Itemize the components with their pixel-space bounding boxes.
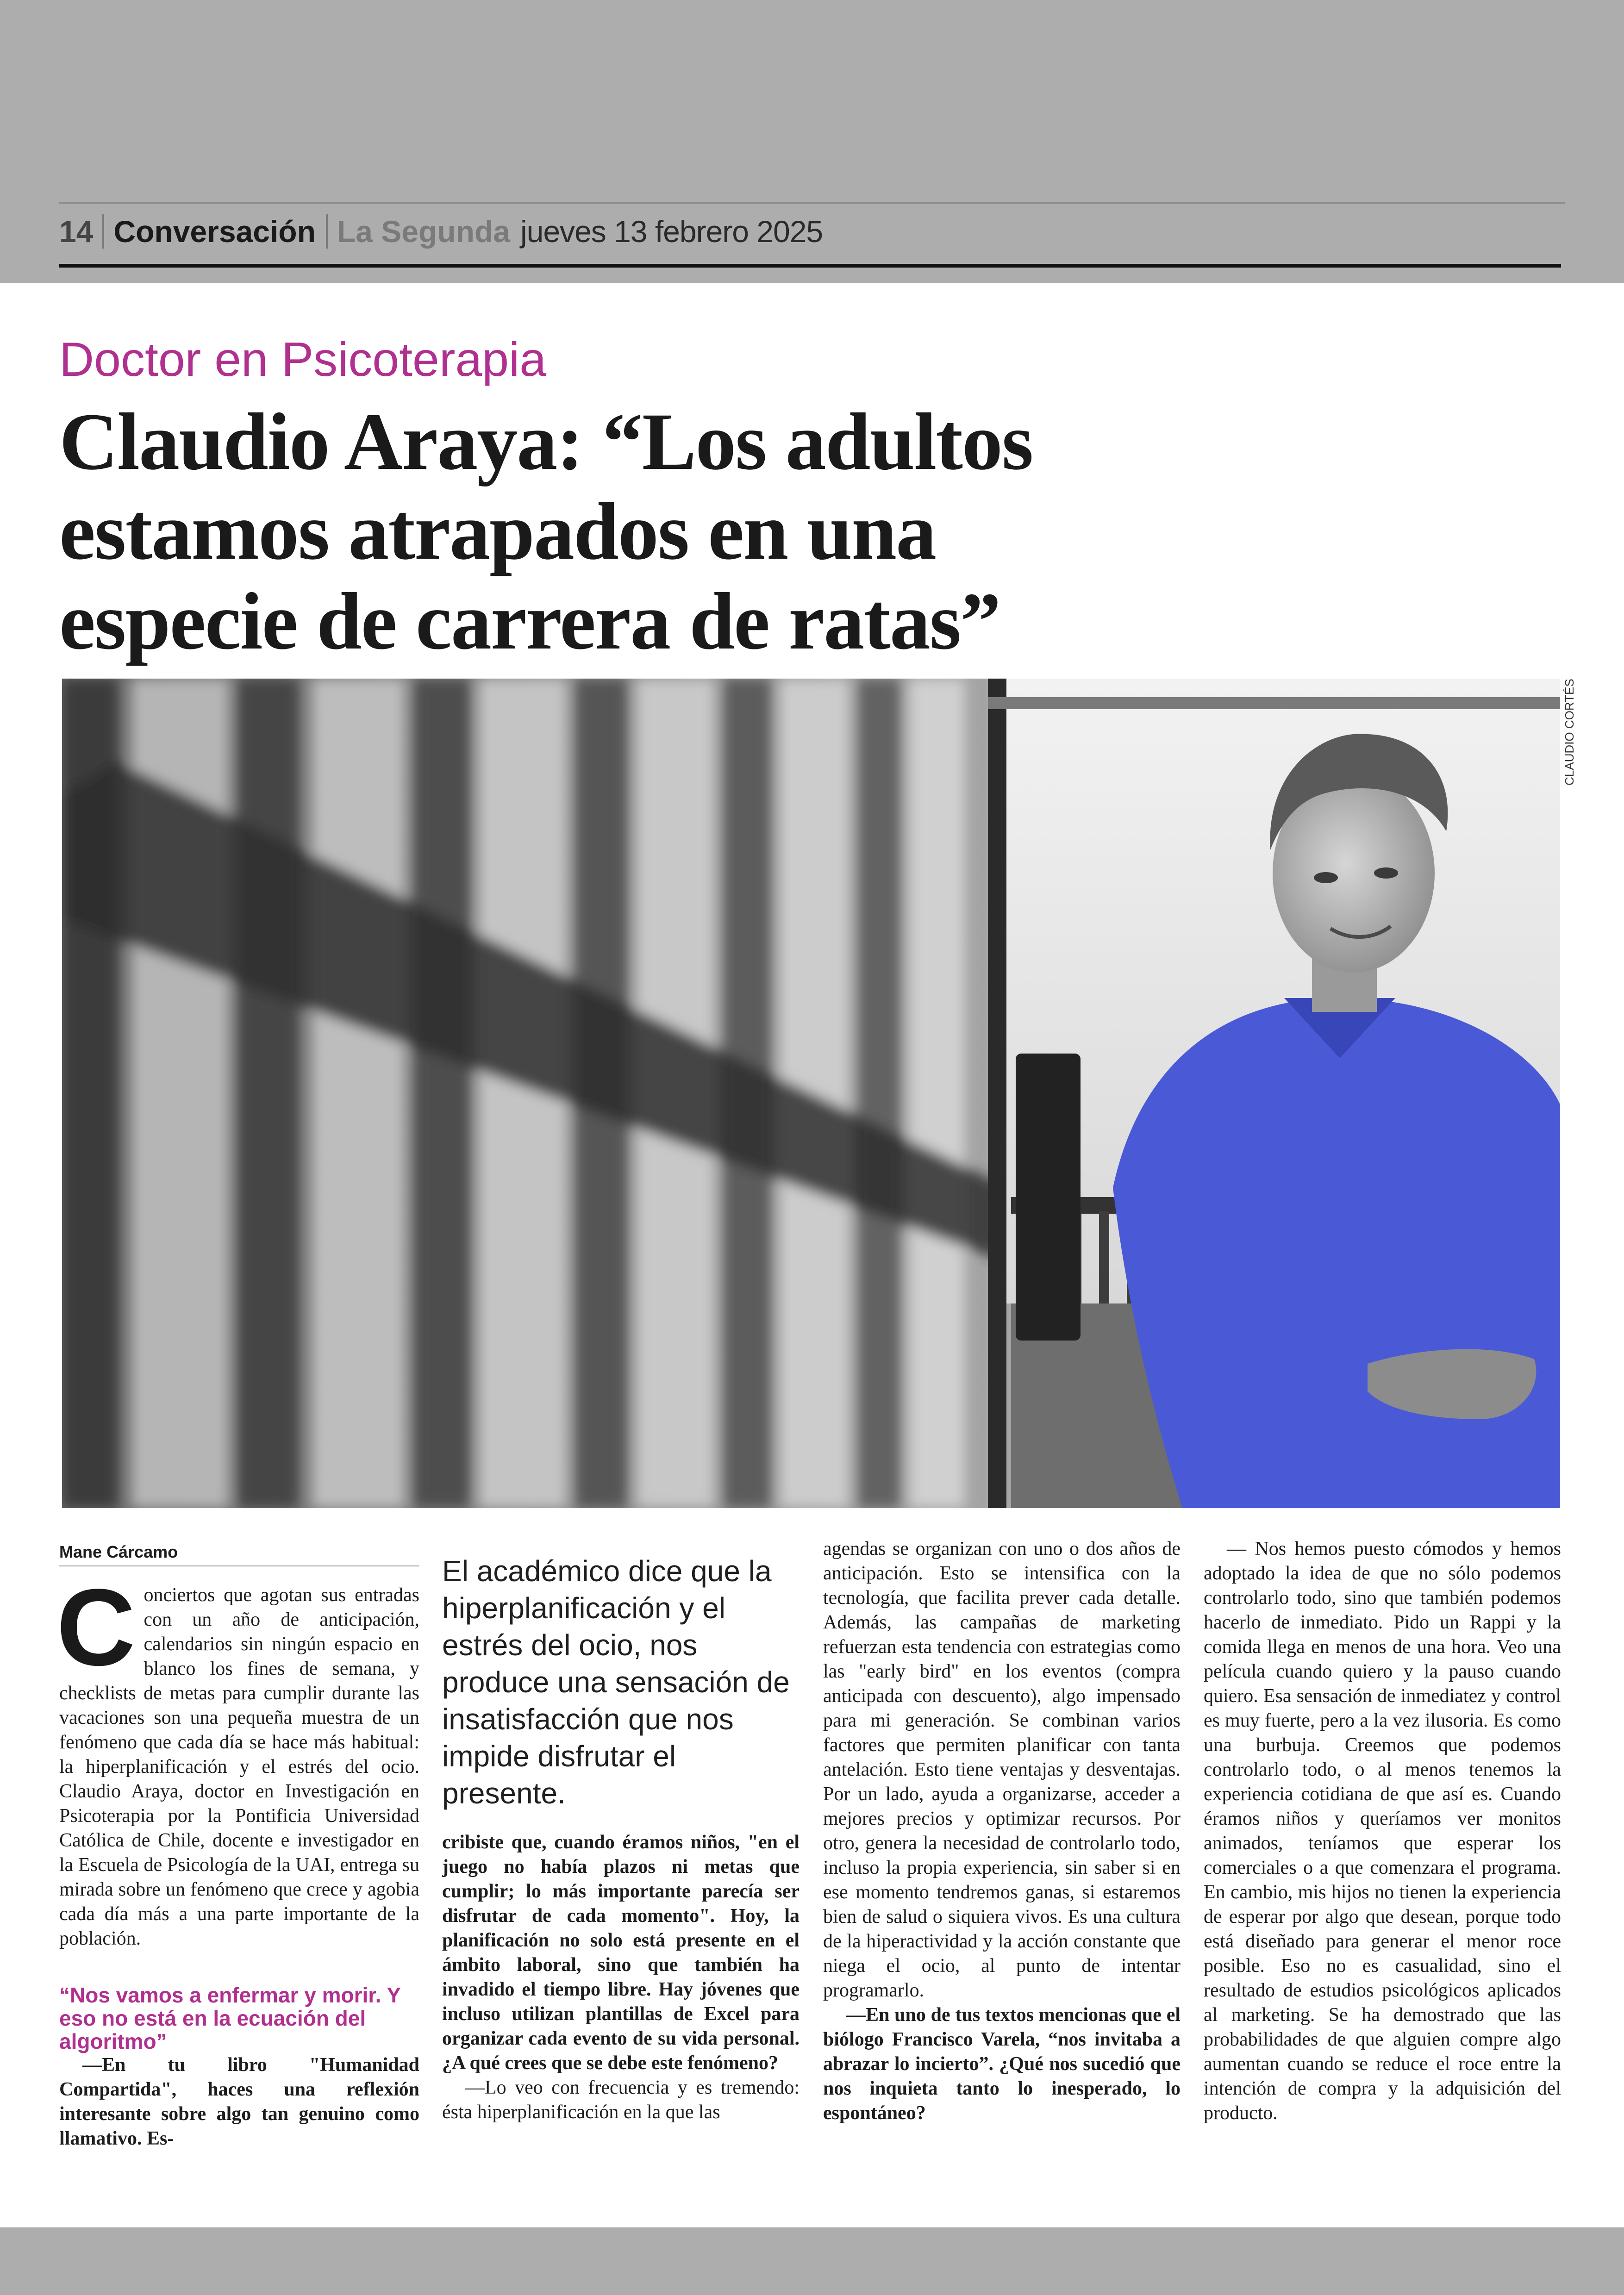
article-photo	[62, 679, 1560, 1508]
answer-1-start: —Lo veo con frecuencia y es tremendo: ésta hiperplanificación en la que las	[442, 2077, 800, 2123]
answer-2: — Nos hemos puesto cómodos y hemos adoptado la idea de que no sólo podemos controlarlo todo, sino que también podemos hacerlo de inmediato. Pido un Rappi y la comida llega en menos de una hora. Veo una película cuando quiero y la pauso cuando quiero. Esa sensación de inmediatez y control es muy fuerte, pero a la vez ilusoria. Es como una burbuja. Creemos que podemos controlarlo todo, o al menos tenemos la experiencia cotidiana de que así es. Cuando éramos niños y queríamos ver monitos animados, teníamos que esperar los comerciales o a que comenzara el programa. En cambio, mis hijos no tienen la experiencia de esperar por algo que desean, porque todo está diseñado para generar el menor roce posible. Eso no es casualidad, sino el resultado de estudios psicológicos aplicados al marketing. Se ha demostrado que las probabilidades de que alguien compre algo aumentan cuando se reduce el roce entre la intención de compra y la adquisición del producto.	[1204, 1538, 1561, 2124]
answer-1-continued: agendas se organizan con uno o dos años de anticipación. Esto se intensifica con la tecnología, que facilita prever cada detalle. Además, las campañas de marketing refuerzan esta tendencia con estrategias como las "early bird" en los eventos (compra anticipada con descuento), algo impensado para mi generación. Se combinan varios factores que permiten planificar con tanta antelación. Esto tiene ventajas y desventajas. Por un lado, ayuda a organizarse, acceder a mejores precios y optimizar recursos. Por otro, genera la necesidad de controlarlo todo, incluso la propia experiencia, sin saber si en ese momento tendremos ganas, si estaremos bien de salud o siquiera vivos. Es una cultura de la hiperactividad y la acción constante que niega el ocio, al punto de intentar programarlo.	[823, 1538, 1181, 2001]
pull-quote: El académico dice que la hiperplanificación y el estrés del ocio, nos produce una sensación de insatisfacción que nos impide disfrutar el presente.	[442, 1554, 790, 1810]
headline-line: especie de carrera de ratas”	[59, 576, 1000, 667]
text-column-2	[442, 1541, 800, 2125]
question-2: —En uno de tus textos mencionas que el biólogo Francisco Varela, “nos invitaba a abrazar lo incierto”. ¿Qué nos sucedió que nos inquieta tanto lo inesperado, lo espontáneo?	[823, 2004, 1181, 2124]
lead-text: onciertos que agotan sus entradas con un año de anticipación, calendarios sin ningún espacio en blanco los fines de semana, y checklists de metas para cumplir durante las vacaciones son una pequeña muestra de un fenómeno que cada día se hace más habitual: la hiperplanificación y el estrés del ocio. Claudio Araya, doctor en Investigación en Psicoterapia por la Pontificia Universidad Católica de Chile, docente e investigador en la Escuela de Psicología de la UAI, entrega su mirada sobre un fenómeno que crece y agobia cada día más a una parte importante de la población.	[59, 1584, 419, 1949]
headline-line: estamos atrapados en una	[59, 486, 936, 577]
article-headline	[59, 397, 1309, 667]
header-top-rule	[59, 202, 1565, 204]
question-1-end: cribiste que, cuando éramos niños, "en el juego no había plazos ni metas que cumplir; lo más importante parecía ser disfrutar de cada momento". Hoy, la planificación no solo está presente en el ámbito laboral, sino que también ha invadido el tiempo libre. Hay jóvenes que incluso utilizan plantillas de Excel para organizar cada evento de su vida personal. ¿A qué crees que se debe este fenómeno?	[442, 1832, 800, 2074]
page-header	[59, 211, 823, 252]
headline-line: Claudio Araya: “Los adultos	[59, 397, 1033, 487]
text-column-3	[823, 1537, 1181, 2126]
header-divider	[326, 214, 328, 249]
issue-date: jueves 13 febrero 2025	[520, 214, 823, 249]
text-column-1	[56, 1541, 419, 2151]
lead-paragraph	[56, 1566, 419, 1951]
article-kicker: Doctor en Psicoterapia	[59, 333, 547, 387]
byline: Mane Cárcamo	[59, 1541, 419, 1566]
drop-cap: C	[56, 1566, 136, 1689]
header-divider	[102, 214, 104, 249]
header-bottom-rule	[59, 264, 1561, 268]
text-column-4	[1204, 1537, 1561, 2126]
newspaper-name: La Segunda	[337, 214, 510, 249]
page-number: 14	[59, 214, 94, 249]
photo-credit: CLAUDIO CORTÉS	[1562, 679, 1576, 786]
bottom-gray-band	[0, 2227, 1624, 2295]
section-subhead: “Nos vamos a enfermar y morir. Y eso no está en la ecuación del algoritmo”	[59, 1983, 401, 2053]
section-name: Conversación	[113, 214, 316, 249]
question-1-start: —En tu libro "Humanidad Compartida", haces una reflexión interesante sobre algo tan genuino como llamativo. Es-	[59, 2054, 419, 2149]
